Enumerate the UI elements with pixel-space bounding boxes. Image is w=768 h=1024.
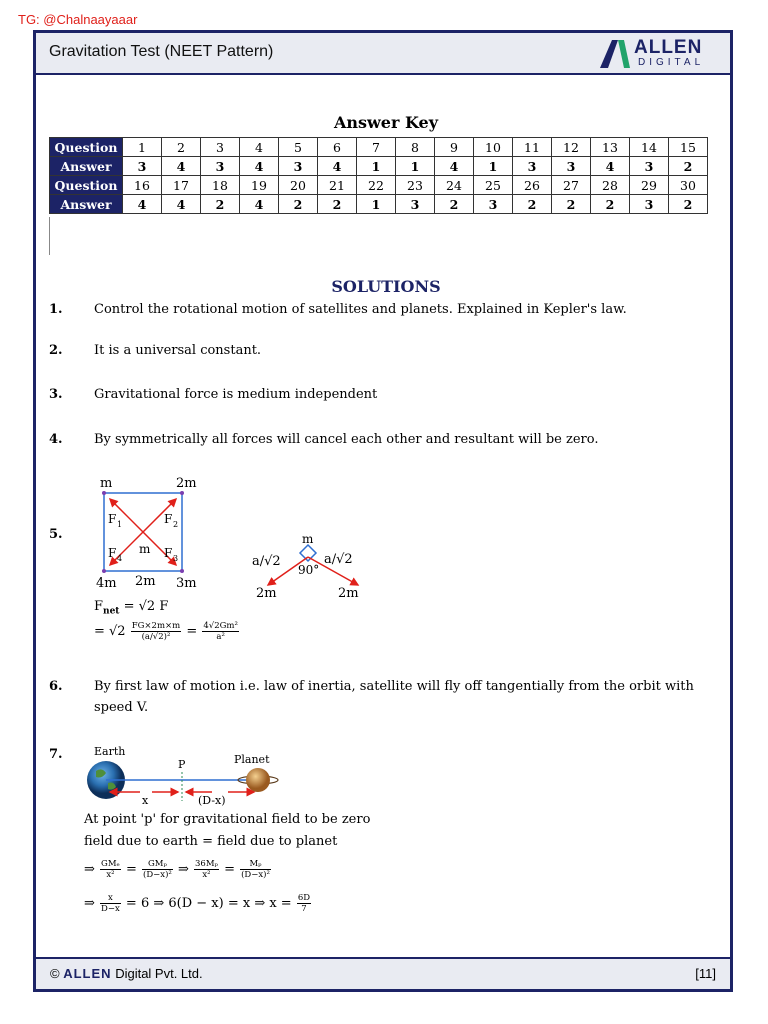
- table-row: [50, 138, 708, 157]
- planet-icon: [246, 768, 270, 792]
- row-label: Question: [50, 138, 123, 157]
- table-cell: 3: [630, 157, 669, 176]
- distance-x-label: x: [142, 794, 149, 807]
- table-cell: 6: [318, 138, 357, 157]
- table-cell: 8: [396, 138, 435, 157]
- table-cell: 4: [240, 138, 279, 157]
- copyright-symbol: ©: [50, 966, 60, 981]
- solution-number: 1.: [49, 302, 63, 317]
- table-row: [50, 157, 708, 176]
- footer-company: Digital Pvt. Ltd.: [115, 966, 203, 981]
- table-cell: 4: [123, 195, 162, 214]
- table-cell: 28: [591, 176, 630, 195]
- page-number: [11]: [695, 966, 716, 981]
- row-label: Answer: [50, 157, 123, 176]
- table-cell: 1: [474, 157, 513, 176]
- table-cell: 3: [552, 157, 591, 176]
- table-row: [50, 195, 708, 214]
- logo-word: ALLEN: [634, 37, 703, 58]
- divider: [49, 217, 50, 255]
- table-cell: 20: [279, 176, 318, 195]
- table-cell: 3: [123, 157, 162, 176]
- header-title: Gravitation Test (NEET Pattern): [49, 43, 274, 60]
- force-label: F: [164, 546, 173, 560]
- table-cell: 18: [201, 176, 240, 195]
- table-cell: 2: [279, 195, 318, 214]
- square-masses-figure: [90, 473, 359, 601]
- table-cell: 1: [396, 157, 435, 176]
- footer-brand: ALLEN: [63, 966, 112, 981]
- solution-number: 2.: [49, 343, 63, 358]
- table-cell: 3: [201, 138, 240, 157]
- table-cell: 17: [162, 176, 201, 195]
- table-cell: 2: [552, 195, 591, 214]
- table-cell: 16: [123, 176, 162, 195]
- solution-number: 5.: [49, 527, 63, 542]
- fraction: $\frac{\text{GMₚ}}{\text{(D−x)²}}$: [143, 859, 172, 880]
- vertex-mass-label: m: [302, 532, 314, 546]
- center-mass-label: m: [139, 542, 151, 556]
- solution-number: 3.: [49, 387, 63, 402]
- footer-copyright: [50, 966, 203, 981]
- table-cell: 9: [435, 138, 474, 157]
- fraction: $\frac{6D}{7}$: [297, 893, 311, 914]
- table-cell: 3: [630, 195, 669, 214]
- earth-label: Earth: [94, 745, 126, 758]
- table-cell: 14: [630, 138, 669, 157]
- allen-logo-icon: [598, 36, 634, 70]
- table-cell: 29: [630, 176, 669, 195]
- page-header: [36, 33, 730, 75]
- earth-planet-figure: [82, 741, 282, 811]
- table-cell: 5: [279, 138, 318, 157]
- fraction: $\frac{x}{D-x}$: [101, 893, 120, 914]
- table-cell: 2: [513, 195, 552, 214]
- table-cell: 3: [513, 157, 552, 176]
- table-cell: 4: [240, 157, 279, 176]
- table-cell: 11: [513, 138, 552, 157]
- table-cell: 3: [279, 157, 318, 176]
- table-cell: 4: [318, 157, 357, 176]
- solutions-heading: SOLUTIONS: [331, 277, 441, 296]
- fraction: $\frac{FG\times 2m\times m}{\text{(a/√2)²}}$: [131, 621, 181, 642]
- fraction: $\frac{\text{GMₑ}}{\text{x²}}$: [101, 859, 120, 880]
- solution-text: By symmetrically all forces will cancel each other and resultant will be zero.: [94, 432, 599, 447]
- fraction: $\frac{\text{36Mₚ}}{\text{x²}}$: [195, 859, 218, 880]
- table-cell: 3: [396, 195, 435, 214]
- watermark-text: TG: @Chalnaayaaar: [18, 12, 138, 27]
- mass-label: 2m: [176, 476, 197, 491]
- eq-equals: =: [186, 624, 198, 639]
- table-cell: 4: [435, 157, 474, 176]
- fraction: $\frac{\text{Mₚ}}{\text{(D−x)²}}$: [241, 859, 270, 880]
- table-cell: 3: [201, 157, 240, 176]
- table-cell: 23: [396, 176, 435, 195]
- answer-key-table: [49, 137, 708, 214]
- table-cell: 26: [513, 176, 552, 195]
- table-cell: 27: [552, 176, 591, 195]
- table-cell: 2: [669, 157, 708, 176]
- force-label: F: [108, 546, 117, 560]
- solution-number: 4.: [49, 432, 63, 447]
- table-cell: 4: [240, 195, 279, 214]
- row-label: Question: [50, 176, 123, 195]
- table-cell: 7: [357, 138, 396, 157]
- table-cell: 19: [240, 176, 279, 195]
- table-cell: 25: [474, 176, 513, 195]
- solution-number: 7.: [49, 747, 63, 762]
- table-cell: 1: [357, 195, 396, 214]
- solution-text: field due to earth = field due to planet: [84, 834, 338, 849]
- equation-fnet-expanded: [94, 621, 240, 642]
- table-cell: 4: [162, 157, 201, 176]
- mass-label: 3m: [176, 576, 197, 591]
- equation-field-balance: ⇒ $\frac{\text{GMₑ}}{\text{x²}}$ = $\frac{\text{GMₚ}}{\text{(D−x)²}}$ ⇒ $\frac{\text{36Mₚ}}{\text{x²}}$ = $\frac{\text{Mₚ}}{\text{(D−x)²}}$: [84, 859, 270, 880]
- table-cell: 4: [591, 157, 630, 176]
- page-footer: [36, 957, 730, 989]
- table-cell: 2: [201, 195, 240, 214]
- table-cell: 21: [318, 176, 357, 195]
- table-cell: 22: [357, 176, 396, 195]
- solution-text: At point 'p' for gravitational field to be zero: [84, 812, 371, 827]
- page-frame: [33, 30, 733, 992]
- table-cell: 3: [474, 195, 513, 214]
- angle-label: 90°: [298, 563, 320, 577]
- mass-label: 2m: [338, 586, 359, 601]
- eq-rhs: = √2 F: [123, 599, 169, 614]
- logo-subtitle: DIGITAL: [638, 57, 705, 68]
- mass-label: 4m: [96, 576, 117, 591]
- table-cell: 4: [162, 195, 201, 214]
- eq-subscript: net: [103, 606, 120, 617]
- table-cell: 2: [591, 195, 630, 214]
- equation-fnet: [94, 599, 168, 617]
- table-cell: 2: [318, 195, 357, 214]
- table-cell: 15: [669, 138, 708, 157]
- table-cell: 30: [669, 176, 708, 195]
- solution-text: Control the rotational motion of satellites and planets. Explained in Kepler's law.: [94, 302, 627, 317]
- point-label: P: [178, 758, 186, 771]
- eq-symbol: F: [94, 599, 104, 614]
- table-cell: 2: [162, 138, 201, 157]
- distance-dx-label: (D-x): [198, 794, 226, 807]
- table-cell: 10: [474, 138, 513, 157]
- fraction: $\frac{\text{4√2Gm²}}{\text{a²}}$: [203, 621, 238, 642]
- planet-label: Planet: [234, 753, 270, 766]
- solution-text: Gravitational force is medium independent: [94, 387, 378, 402]
- solution-number: 6.: [49, 679, 63, 694]
- solution-text: By first law of motion i.e. law of inertia, satellite will fly off tangentially from the orbit with speed V.: [94, 679, 694, 715]
- force-label: F: [164, 512, 173, 526]
- distance-label: a/√2: [252, 554, 281, 569]
- mass-label: m: [100, 476, 113, 491]
- eq-prefix: = √2: [94, 624, 126, 639]
- table-row: [50, 176, 708, 195]
- table-cell: 1: [357, 157, 396, 176]
- distance-label: a/√2: [324, 552, 353, 567]
- solution-text: It is a universal constant.: [94, 343, 262, 358]
- table-cell: 13: [591, 138, 630, 157]
- table-cell: 2: [435, 195, 474, 214]
- answer-key-title: Answer Key: [333, 113, 439, 132]
- allen-logo: [598, 36, 724, 70]
- table-cell: 24: [435, 176, 474, 195]
- row-label: Answer: [50, 195, 123, 214]
- force-label: F: [108, 512, 117, 526]
- table-cell: 1: [123, 138, 162, 157]
- force-subscript: 1: [117, 520, 123, 529]
- mass-label: 2m: [256, 586, 277, 601]
- table-cell: 2: [669, 195, 708, 214]
- force-subscript: 3: [173, 554, 179, 563]
- force-subscript: 2: [173, 520, 179, 529]
- side-label: 2m: [135, 574, 156, 589]
- force-subscript: 4: [117, 554, 123, 563]
- table-cell: 12: [552, 138, 591, 157]
- equation-solve-x: ⇒ $\frac{x}{D-x}$ = 6 ⇒ 6(D − x) = x ⇒ x = $\frac{6D}{7}$: [84, 893, 311, 914]
